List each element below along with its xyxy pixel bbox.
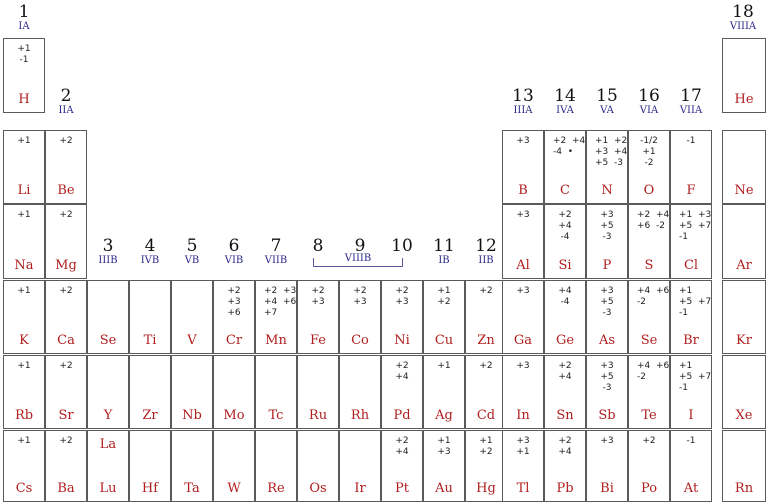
element-cell — [722, 38, 766, 113]
oxidation-states: +1 — [17, 436, 31, 446]
group-old-label: IVB — [140, 255, 160, 266]
element-cell — [670, 204, 712, 279]
oxidation-states: +2 — [59, 436, 73, 446]
oxidation-states: +2 — [479, 361, 493, 371]
oxidation-states: +1 +3 +5 +7 -1 — [679, 210, 712, 242]
element-symbol: Be — [57, 183, 75, 198]
element-cell — [628, 355, 670, 429]
element-symbol: Rn — [734, 481, 754, 496]
element-symbol: Te — [641, 408, 657, 423]
element-symbol: Cr — [225, 333, 243, 348]
element-symbol: Hg — [476, 481, 496, 496]
element-symbol: Ru — [308, 408, 328, 423]
oxidation-states: -1 — [686, 136, 696, 146]
element-cell — [213, 355, 255, 429]
element-cell — [628, 430, 670, 502]
element-cell — [722, 280, 766, 354]
element-cell — [297, 355, 339, 429]
element-symbol: Se — [99, 333, 117, 348]
oxidation-states: +4 +6 -2 — [637, 361, 670, 382]
oxidation-states: +1 — [437, 361, 451, 371]
element-cell — [670, 430, 712, 502]
element-symbol: As — [598, 333, 616, 348]
oxidation-states: +1 +2 — [437, 286, 451, 307]
element-cell — [423, 280, 465, 354]
element-cell — [722, 355, 766, 429]
oxidation-states: +2 +3 +4 +6 +7 — [264, 286, 297, 318]
element-cell — [3, 130, 45, 204]
oxidation-states: -1/2 +1 -2 — [640, 136, 658, 168]
element-cell — [586, 204, 628, 279]
group-number: 6 — [228, 236, 240, 256]
element-cell — [670, 355, 712, 429]
oxidation-states: +2 +4 — [558, 436, 572, 457]
element-symbol: B — [518, 183, 528, 198]
element-cell — [255, 355, 297, 429]
element-cell — [171, 280, 213, 354]
element-cell — [544, 430, 586, 502]
element-symbol: Ge — [555, 333, 575, 348]
element-cell — [3, 38, 45, 113]
element-symbol: La — [99, 437, 117, 452]
element-cell — [3, 280, 45, 354]
element-symbol: He — [734, 92, 754, 107]
element-cell — [502, 130, 544, 204]
group-old-label: VIIB — [264, 255, 288, 266]
group-number: 3 — [102, 236, 114, 256]
group-header — [462, 238, 510, 266]
oxidation-states: +2 +4 — [395, 436, 409, 457]
element-cell — [129, 430, 171, 502]
group-number: 7 — [270, 236, 282, 256]
element-symbol: Ba — [57, 481, 75, 496]
element-cell — [502, 355, 544, 429]
element-symbol: Al — [516, 258, 530, 273]
oxidation-states: +1 +5 +7 -1 — [679, 286, 712, 318]
group-header — [42, 88, 90, 116]
oxidation-states: +3 — [516, 210, 530, 220]
element-cell — [381, 280, 423, 354]
element-symbol: Mg — [55, 258, 77, 273]
oxidation-states: +2 +4 +6 -2 — [637, 210, 670, 231]
oxidation-states: +2 +4 — [395, 361, 409, 382]
oxidation-states: +3 — [600, 436, 614, 446]
element-cell — [586, 430, 628, 502]
element-symbol: Xe — [735, 408, 753, 423]
group-old-label: IIIB — [98, 255, 118, 266]
element-cell — [722, 130, 766, 204]
element-symbol: Cl — [683, 258, 699, 273]
element-cell — [3, 204, 45, 279]
element-symbol: V — [187, 333, 197, 348]
group-number: 12 — [475, 236, 497, 256]
group-number: 18 — [732, 2, 754, 22]
oxidation-states: +1 +3 — [437, 436, 451, 457]
element-symbol: Po — [640, 481, 658, 496]
oxidation-states: +2 — [59, 136, 73, 146]
group-old-label: IB — [438, 255, 450, 266]
element-cell — [586, 355, 628, 429]
element-symbol: Tc — [268, 408, 284, 423]
element-cell — [722, 204, 766, 279]
group-number: 8 — [312, 236, 324, 256]
element-symbol: Ne — [734, 183, 754, 198]
element-cell — [628, 204, 670, 279]
element-cell — [586, 130, 628, 204]
oxidation-states: +2 — [479, 286, 493, 296]
element-cell — [670, 280, 712, 354]
element-cell — [339, 355, 381, 429]
group-old-label: IIA — [58, 105, 74, 116]
element-symbol: I — [688, 408, 694, 423]
oxidation-states: +2 +3 — [353, 286, 367, 307]
element-symbol: Zn — [477, 333, 495, 348]
element-symbol: Rb — [14, 408, 34, 423]
element-cell — [628, 280, 670, 354]
element-cell — [255, 280, 297, 354]
element-symbol: Mn — [265, 333, 287, 348]
element-symbol: Rh — [350, 408, 370, 423]
element-cell — [339, 280, 381, 354]
element-symbol: S — [644, 258, 654, 273]
oxidation-states: +3 +1 — [516, 436, 530, 457]
element-cell — [722, 430, 766, 502]
group-number: 16 — [638, 86, 660, 106]
element-cell — [465, 355, 507, 429]
oxidation-states: +3 +5 -3 — [600, 361, 614, 393]
oxidation-states: +4 -4 — [558, 286, 572, 307]
element-symbol: Si — [558, 258, 572, 273]
oxidation-states: +1 -1 — [17, 44, 31, 65]
element-symbol: Ca — [57, 333, 75, 348]
element-symbol: Ni — [394, 333, 410, 348]
group-number: 14 — [554, 86, 576, 106]
group-header — [719, 4, 767, 32]
element-symbol: Fe — [309, 333, 326, 348]
group-old-label: IIB — [478, 255, 494, 266]
element-symbol: Br — [683, 333, 699, 348]
oxidation-states: +2 +3 — [311, 286, 325, 307]
oxidation-states: +3 — [516, 136, 530, 146]
group-header — [168, 238, 216, 266]
oxidation-states: +1 — [17, 210, 31, 220]
element-symbol: H — [18, 92, 30, 107]
group-header — [0, 4, 48, 32]
group-header — [378, 238, 426, 255]
element-symbol: Ga — [513, 333, 533, 348]
element-symbol: Ta — [184, 481, 200, 496]
group-old-label: IA — [18, 21, 30, 32]
element-cell — [544, 280, 586, 354]
element-cell — [87, 430, 129, 502]
element-symbol: Ag — [435, 408, 453, 423]
group-header — [126, 238, 174, 266]
element-symbol: Sn — [556, 408, 574, 423]
element-symbol: Ir — [354, 481, 366, 496]
element-symbol: Li — [17, 183, 31, 198]
element-cell — [544, 355, 586, 429]
element-cell — [87, 355, 129, 429]
element-symbol: Sr — [58, 408, 74, 423]
oxidation-states: +2 — [59, 286, 73, 296]
oxidation-states: +2 +3 — [395, 286, 409, 307]
oxidation-states: +2 +4 -4 • — [553, 136, 586, 157]
element-symbol: Co — [351, 333, 369, 348]
element-cell — [381, 355, 423, 429]
element-symbol: Au — [435, 481, 453, 496]
element-symbol: Cd — [476, 408, 496, 423]
element-cell — [297, 280, 339, 354]
oxidation-states: +4 +6 -2 — [637, 286, 670, 307]
element-symbol: K — [19, 333, 29, 348]
group-number: 1 — [18, 2, 30, 22]
oxidation-states: +2 — [59, 210, 73, 220]
element-symbol: Pd — [393, 408, 411, 423]
element-symbol: Os — [309, 481, 327, 496]
group-old-label: VA — [600, 105, 614, 116]
element-cell — [45, 430, 87, 502]
element-cell — [87, 280, 129, 354]
group-number: 13 — [512, 86, 534, 106]
group-header — [583, 88, 631, 116]
element-symbol: Nb — [182, 408, 202, 423]
element-cell — [544, 130, 586, 204]
element-symbol: Lu — [99, 481, 117, 496]
element-symbol: Ti — [143, 333, 157, 348]
element-cell — [3, 430, 45, 502]
group-old-label: VIB — [224, 255, 244, 266]
group-header — [667, 88, 715, 116]
element-symbol: Tl — [516, 481, 530, 496]
element-symbol: Pb — [556, 481, 574, 496]
oxidation-states: +2 — [59, 361, 73, 371]
group-header — [625, 88, 673, 116]
element-symbol: Hf — [141, 481, 159, 496]
element-symbol: Mo — [223, 408, 245, 423]
element-symbol: At — [683, 481, 699, 496]
oxidation-states: +2 — [642, 436, 656, 446]
element-cell — [423, 430, 465, 502]
element-cell — [45, 355, 87, 429]
element-cell — [465, 280, 507, 354]
oxidation-states: +3 — [516, 361, 530, 371]
element-cell — [339, 430, 381, 502]
element-cell — [171, 355, 213, 429]
element-symbol: N — [601, 183, 613, 198]
element-symbol: W — [227, 481, 241, 496]
group-old-label: VIIA — [679, 105, 703, 116]
group-number: 17 — [680, 86, 702, 106]
group-header — [84, 238, 132, 266]
group-old-label: IIIA — [513, 105, 533, 116]
element-cell — [213, 430, 255, 502]
element-cell — [171, 430, 213, 502]
oxidation-states: +1 +2 — [479, 436, 493, 457]
group-header — [499, 88, 547, 116]
oxidation-states: +1 +2 +3 +4 +5 -3 — [595, 136, 628, 168]
element-symbol: P — [602, 258, 612, 273]
element-symbol: Y — [103, 408, 113, 423]
group-header — [210, 238, 258, 266]
element-symbol: Sb — [598, 408, 616, 423]
element-cell — [129, 355, 171, 429]
element-symbol: Se — [640, 333, 658, 348]
oxidation-states: +1 — [17, 136, 31, 146]
oxidation-states: +3 — [516, 286, 530, 296]
oxidation-states: +1 — [17, 361, 31, 371]
group-header — [294, 238, 342, 255]
group-old-label: VIA — [639, 105, 659, 116]
oxidation-states: +3 +5 -3 — [600, 286, 614, 318]
element-symbol: Na — [14, 258, 34, 273]
element-cell — [586, 280, 628, 354]
group-number: 15 — [596, 86, 618, 106]
element-symbol: F — [686, 183, 696, 198]
element-symbol: O — [643, 183, 655, 198]
element-cell — [502, 430, 544, 502]
element-cell — [213, 280, 255, 354]
element-cell — [297, 430, 339, 502]
group-old-label: VB — [184, 255, 200, 266]
element-symbol: Cu — [434, 333, 454, 348]
group-number: 5 — [186, 236, 198, 256]
element-symbol: Kr — [736, 333, 752, 348]
element-cell — [381, 430, 423, 502]
group-viiib-label-text: VIIIB — [341, 253, 375, 264]
element-cell — [628, 130, 670, 204]
oxidation-states: +2 +4 -4 — [558, 210, 572, 242]
element-cell — [423, 355, 465, 429]
element-cell — [3, 355, 45, 429]
group-number: 11 — [433, 236, 455, 256]
oxidation-states: +3 +5 -3 — [600, 210, 614, 242]
element-cell — [670, 130, 712, 204]
oxidation-states: +1 — [17, 286, 31, 296]
element-symbol: In — [516, 408, 530, 423]
group-number: 9 — [354, 236, 366, 256]
element-cell — [255, 430, 297, 502]
element-cell — [45, 130, 87, 204]
oxidation-states: +2 +4 — [558, 361, 572, 382]
element-symbol: Ar — [736, 258, 752, 273]
element-symbol: Re — [267, 481, 285, 496]
group-old-label: IVA — [556, 105, 574, 116]
element-cell — [502, 280, 544, 354]
element-cell — [45, 280, 87, 354]
group-number: 2 — [60, 86, 72, 106]
group-number: 10 — [391, 236, 413, 256]
element-cell — [45, 204, 87, 279]
element-symbol: Zr — [142, 408, 158, 423]
element-cell — [129, 280, 171, 354]
group-old-label: VIIIA — [729, 21, 757, 32]
group-header — [541, 88, 589, 116]
group-header — [252, 238, 300, 266]
element-cell — [465, 430, 507, 502]
group-header — [336, 238, 384, 255]
element-symbol: Pt — [395, 481, 409, 496]
element-symbol: Cs — [15, 481, 33, 496]
oxidation-states: +1 +5 +7 -1 — [679, 361, 712, 393]
element-cell — [544, 204, 586, 279]
oxidation-states: -1 — [686, 436, 696, 446]
group-number: 4 — [144, 236, 156, 256]
group-header — [420, 238, 468, 266]
oxidation-states: +2 +3 +6 — [227, 286, 241, 318]
element-symbol: Bi — [600, 481, 614, 496]
element-symbol: C — [560, 183, 570, 198]
